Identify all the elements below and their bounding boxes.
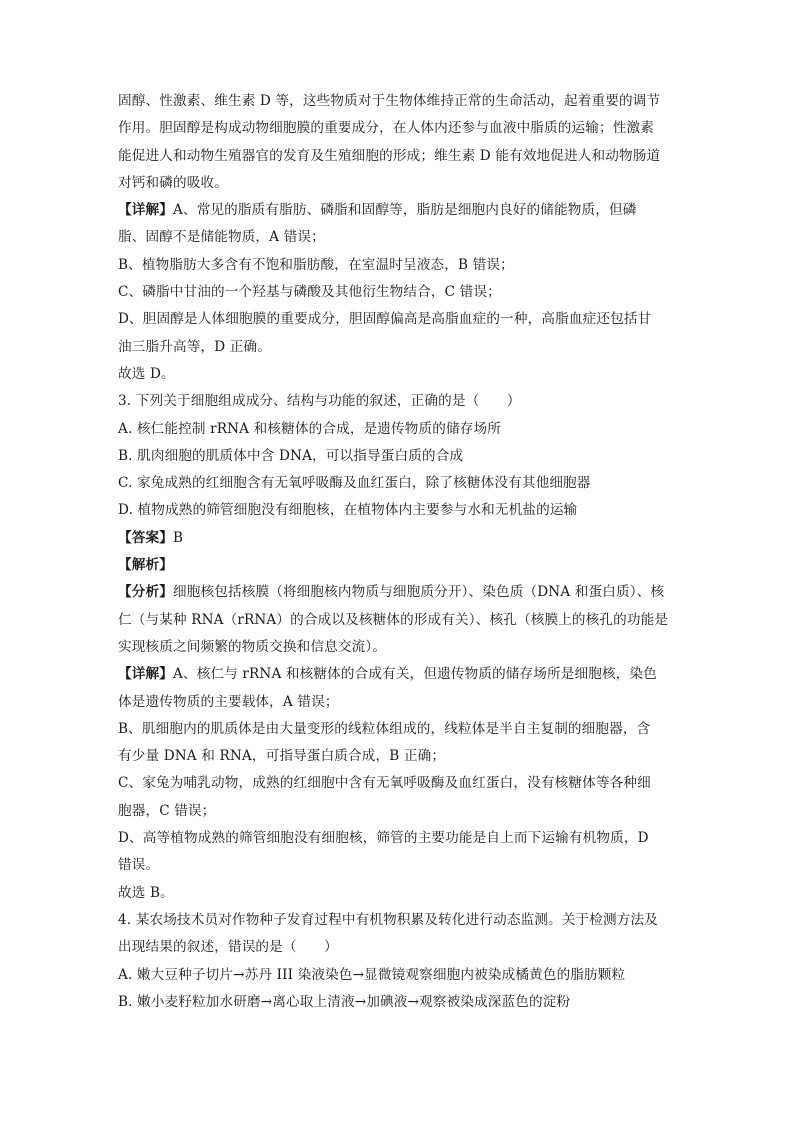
text-line: [118, 825, 678, 852]
line-text: 实现核质之间频繁的物质交换和信息交流）。: [118, 638, 387, 655]
section-tag: 【答案】: [118, 529, 173, 546]
line-text: 油三脂升高等，D 正确。: [118, 338, 271, 355]
section-tag: 【分析】: [118, 584, 173, 601]
text-line: [118, 934, 678, 961]
line-text: A. 核仁能控制 rRNA 和核糖体的合成，是遗传物质的储存场所: [118, 420, 502, 437]
line-text: 细胞核包括核膜（将细胞核内物质与细胞质分开）、染色质（DNA 和蛋白质）、核: [172, 584, 665, 601]
text-line: [118, 497, 678, 524]
text-line: [118, 115, 678, 142]
line-text: 仁（与某种 RNA（rRNA）的合成以及核糖体的形成有关）、核孔（核膜上的核孔的功能是: [118, 611, 669, 628]
text-line: [118, 962, 678, 989]
document-body: [118, 88, 678, 1016]
text-line: [118, 716, 678, 743]
line-text: 固醇、性激素、维生素 D 等，这些物质对于生物体维持正常的生命活动，起着重要的调节: [118, 93, 661, 109]
text-line: [118, 170, 678, 197]
text-line: [118, 197, 678, 224]
text-line: [118, 224, 678, 251]
text-line: [118, 361, 678, 388]
line-text: 体是遗传物质的主要载体，A 错误；: [118, 693, 339, 710]
line-text: D、胆固醇是人体细胞膜的重要成分，胆固醇偏高是高脂血症的一种，高脂血症还包括甘: [118, 311, 652, 328]
line-text: 出现结果的叙述，错误的是（ ）: [118, 939, 338, 956]
line-text: 作用。胆固醇是构成动物细胞膜的重要成分，在人体内还参与血液中脂质的运输；性激素: [118, 120, 655, 137]
line-text: A、核仁与 rRNA 和核糖体的合成有关，但遗传物质的储存场所是细胞核，染色: [172, 666, 657, 683]
text-line: [118, 852, 678, 879]
section-tag: 【详解】: [118, 202, 173, 219]
line-text: B、植物脂肪大多含有不饱和脂肪酸，在室温时呈液态，B 错误；: [118, 256, 514, 273]
text-line: [118, 743, 678, 770]
text-line: [118, 770, 678, 797]
section-tag: 【详解】: [118, 666, 173, 683]
line-text: 有少量 DNA 和 RNA，可指导蛋白质合成，B 正确；: [118, 748, 446, 765]
line-text: B、肌细胞内的肌质体是由大量变形的线粒体组成的，线粒体是半自主复制的细胞器，含: [118, 720, 651, 737]
text-line: [118, 443, 678, 470]
text-line: [118, 279, 678, 306]
line-text: 能促进人和动物生殖器官的发育及生殖细胞的形成；维生素 D 能有效地促进人和动物肠道: [118, 147, 661, 164]
line-text: C. 家兔成熟的红细胞含有无氧呼吸酶及血红蛋白，除了核糖体没有其他细胞器: [118, 475, 591, 492]
text-line: [118, 416, 678, 443]
line-text: A. 嫩大豆种子切片→苏丹 III 染液染色→显微镜观察细胞内被染成橘黄色的脂肪颗粒: [118, 966, 626, 983]
line-text: B. 肌肉细胞的肌质体中含 DNA，可以指导蛋白质的合成: [118, 447, 464, 464]
text-line: [118, 607, 678, 634]
text-line: [118, 907, 678, 934]
line-text: 故选 B。: [118, 884, 174, 901]
text-line: [118, 525, 678, 552]
line-text: 3. 下列关于细胞组成成分、结构与功能的叙述，正确的是（ ）: [118, 393, 521, 410]
text-line: [118, 552, 678, 579]
line-text: B: [172, 529, 184, 546]
line-text: C、家兔为哺乳动物，成熟的红细胞中含有无氧呼吸酶及血红蛋白，没有核糖体等各种细: [118, 775, 651, 792]
text-line: [118, 388, 678, 415]
line-text: C、磷脂中甘油的一个羟基与磷酸及其他衍生物结合，C 错误；: [118, 284, 501, 301]
line-text: A、常见的脂质有脂肪、磷脂和固醇等，脂肪是细胞内良好的储能物质，但磷: [172, 202, 637, 219]
line-text: 脂、固醇不是储能物质，A 错误；: [118, 229, 325, 246]
line-text: 胞器，C 错误；: [118, 802, 216, 819]
text-line: [118, 689, 678, 716]
line-text: B. 嫩小麦籽粒加水研磨→离心取上清液→加碘液→观察被染成深蓝色的淀粉: [118, 993, 571, 1010]
line-text: 4. 某农场技术员对作物种子发育过程中有机物积累及转化进行动态监测。关于检测方法及: [118, 911, 659, 928]
text-line: [118, 334, 678, 361]
text-line: [118, 880, 678, 907]
text-line: [118, 634, 678, 661]
section-tag: 【解析】: [118, 557, 173, 574]
text-line: [118, 579, 678, 606]
text-line: [118, 798, 678, 825]
line-text: D、高等植物成熟的筛管细胞没有细胞核，筛管的主要功能是自上而下运输有机物质，D: [118, 830, 649, 847]
line-text: 故选 D。: [118, 365, 175, 382]
text-line: [118, 989, 678, 1016]
text-line: [118, 661, 678, 688]
line-text: 错误。: [118, 857, 160, 874]
text-line: [118, 143, 678, 170]
text-line: [118, 88, 678, 115]
text-line: [118, 470, 678, 497]
text-line: [118, 252, 678, 279]
text-line: [118, 306, 678, 333]
line-text: 对钙和磷的吸收。: [118, 174, 228, 191]
line-text: D. 植物成熟的筛管细胞没有细胞核，在植物体内主要参与水和无机盐的运输: [118, 502, 578, 519]
